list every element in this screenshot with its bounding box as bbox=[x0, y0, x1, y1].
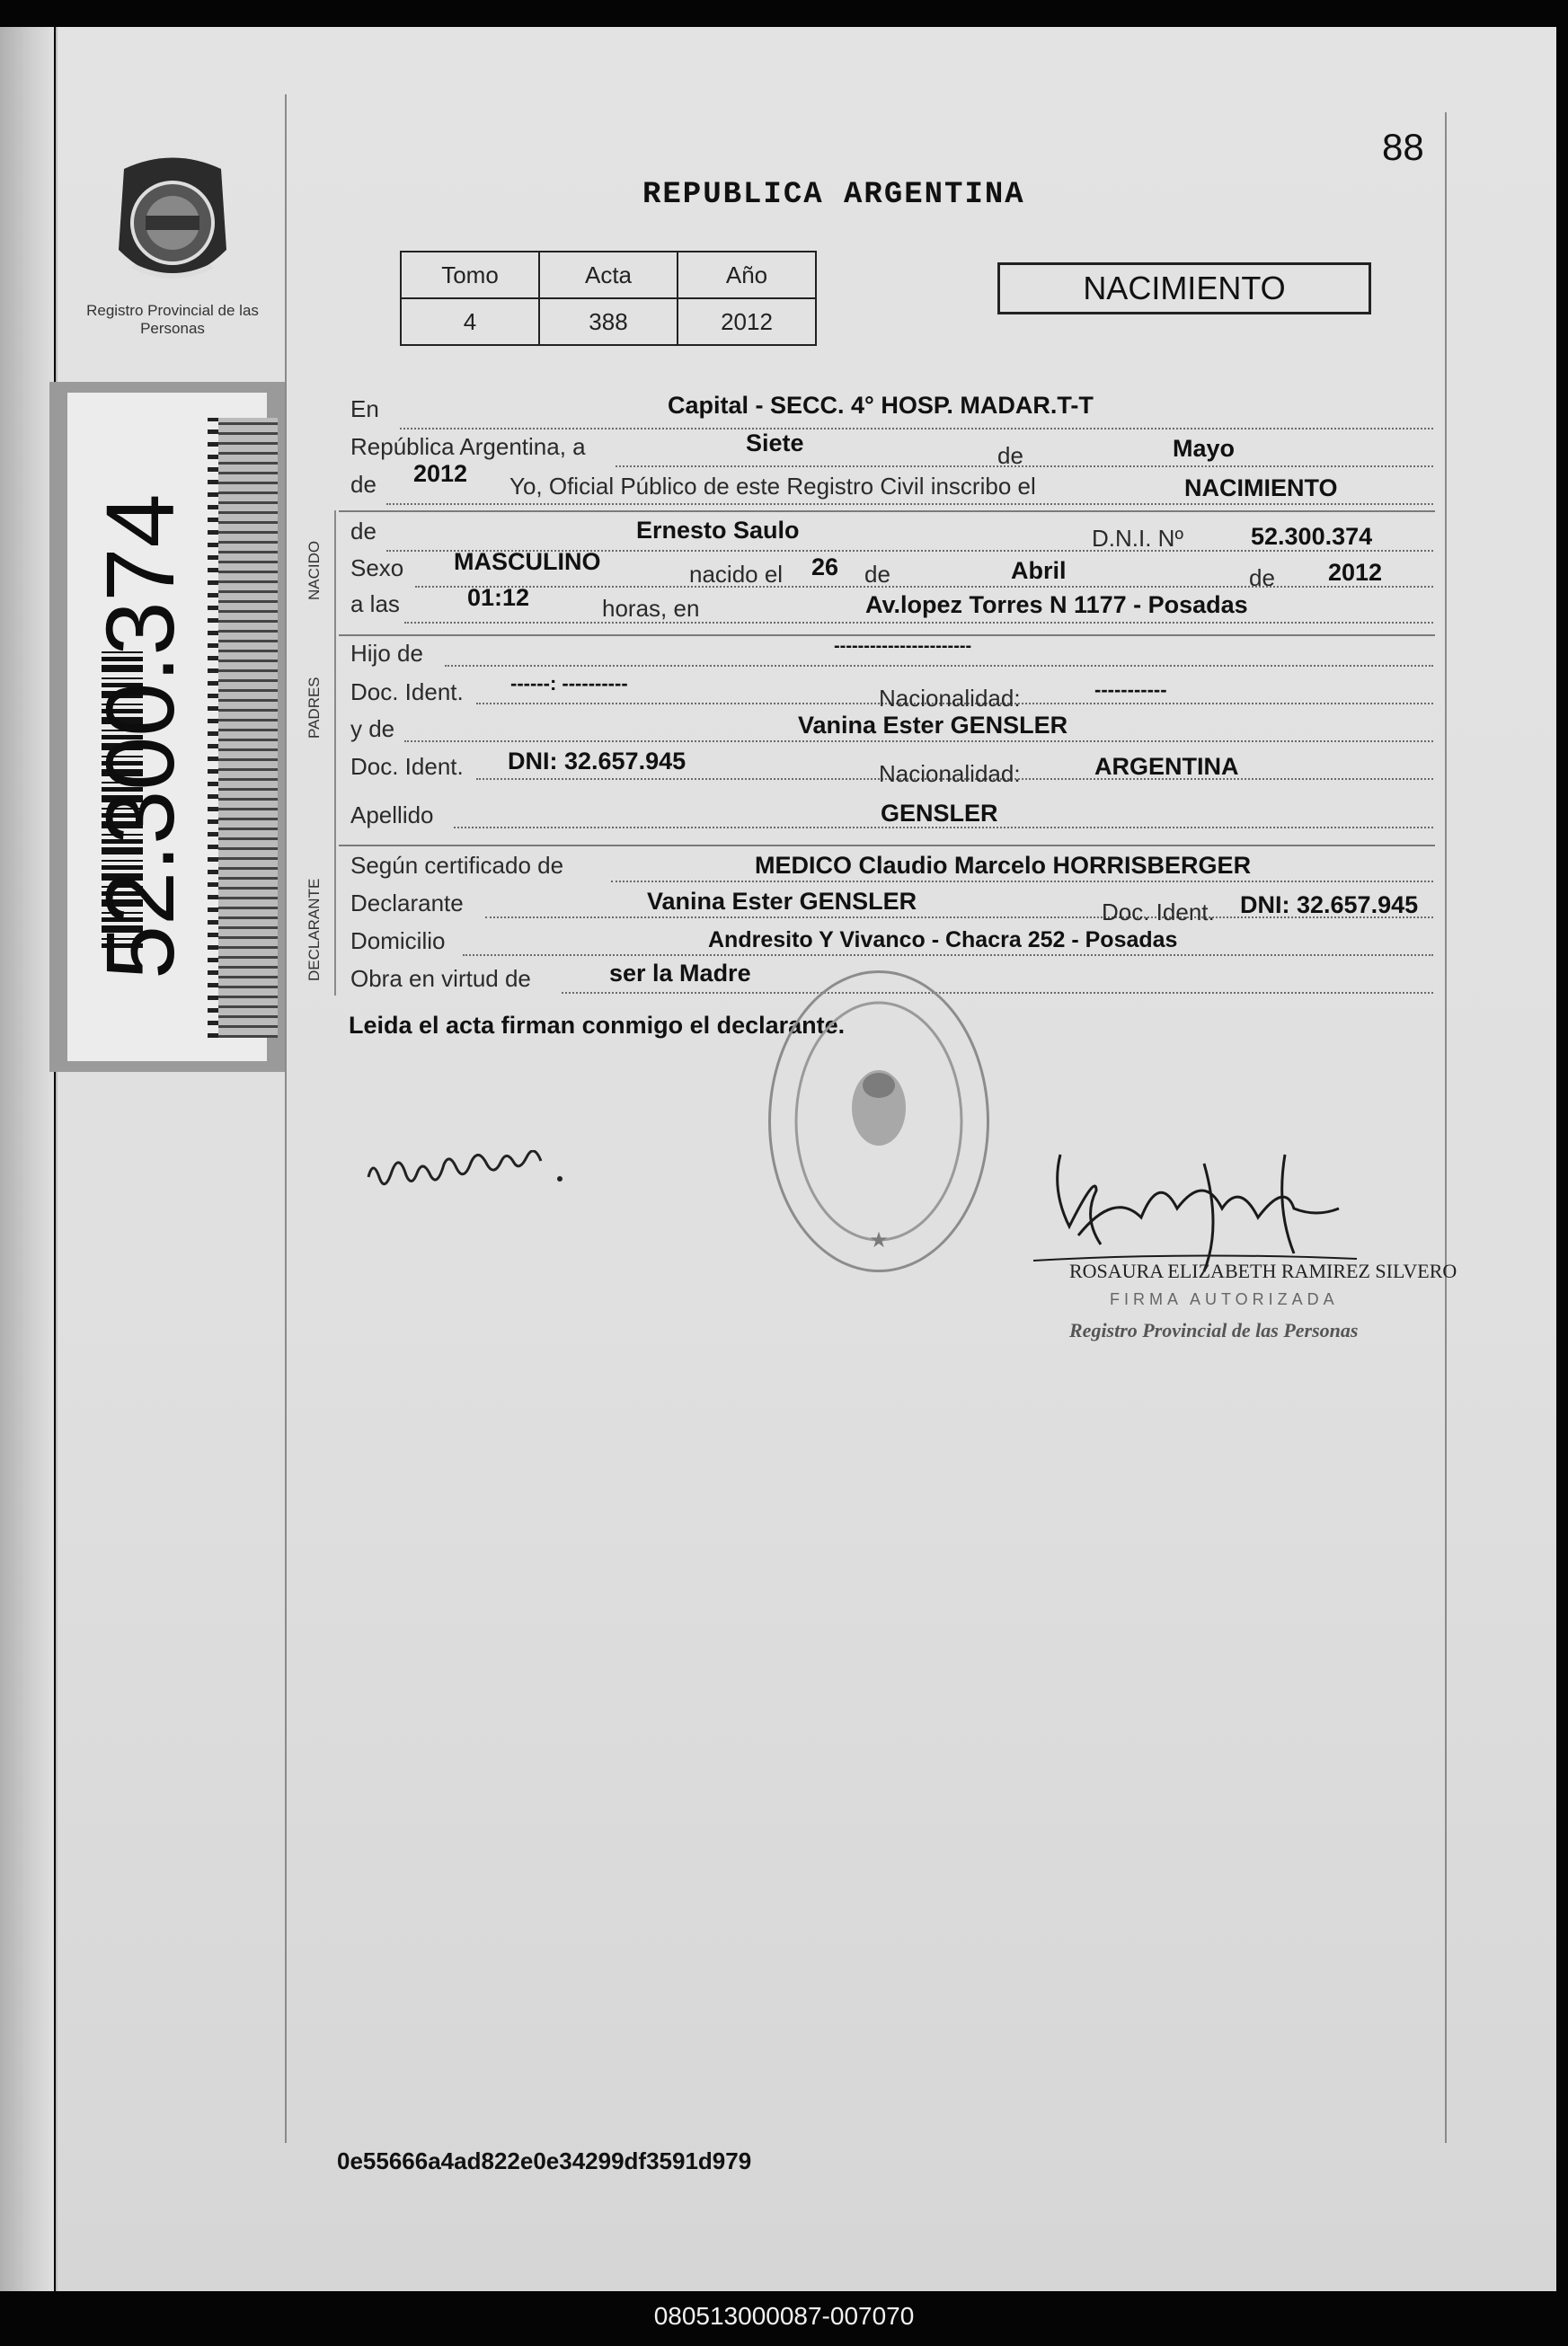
value-tipo-inscripcion: NACIMIENTO bbox=[1184, 474, 1338, 501]
divider-nacido bbox=[339, 510, 1435, 512]
value-lugar-inscripcion: Capital - SECC. 4° HOSP. MADAR.T-T bbox=[668, 392, 1094, 419]
label-declarante: Declarante bbox=[350, 890, 464, 916]
registry-seal-logo bbox=[106, 151, 239, 299]
section-label-padres: PADRES bbox=[306, 677, 323, 739]
right-margin-line bbox=[1445, 112, 1447, 2143]
label-certificado: Según certificado de bbox=[350, 852, 564, 879]
declarant-signature bbox=[364, 1150, 571, 1208]
left-page-edge bbox=[0, 27, 54, 2291]
value-nacionalidad-madre: ARGENTINA bbox=[1094, 753, 1239, 780]
label-nacido-el: nacido el bbox=[689, 561, 784, 588]
value-hora: 01:12 bbox=[467, 584, 530, 611]
official-name: ROSAURA ELIZABETH RAMIREZ SILVERO bbox=[1069, 1260, 1457, 1282]
country-title: REPUBLICA ARGENTINA bbox=[642, 178, 1025, 212]
label-en: En bbox=[350, 395, 379, 422]
value-doc-padre: ------: ---------- bbox=[510, 672, 628, 695]
document-hash: 0e55666a4ad822e0e34299df3591d979 bbox=[337, 2147, 752, 2174]
label-de-1: de bbox=[997, 442, 1023, 469]
value-doc-declarante: DNI: 32.657.945 bbox=[1240, 891, 1419, 918]
value-acta: 388 bbox=[539, 298, 678, 345]
label-nacionalidad-1: Nacionalidad: bbox=[879, 685, 1021, 712]
value-certificado: MEDICO Claudio Marcelo HORRISBERGER bbox=[755, 852, 1252, 879]
value-sexo: MASCULINO bbox=[454, 548, 601, 575]
label-doc-ident-3: Doc. Ident. bbox=[1102, 899, 1215, 925]
record-table bbox=[400, 251, 817, 346]
value-doc-madre: DNI: 32.657.945 bbox=[508, 748, 687, 775]
section-column-line bbox=[334, 510, 336, 996]
header-anio: Año bbox=[678, 252, 816, 298]
label-de-4: de bbox=[864, 561, 890, 588]
value-anio: 2012 bbox=[678, 298, 816, 345]
value-tomo: 4 bbox=[401, 298, 539, 345]
official-stamp bbox=[768, 970, 989, 1272]
closing-text: Leida el acta firman conmigo el declarante. bbox=[349, 1012, 846, 1039]
value-apellido: GENSLER bbox=[881, 800, 998, 827]
left-margin-line bbox=[285, 94, 287, 2143]
label-hijo-de: Hijo de bbox=[350, 640, 423, 667]
value-dia-nacimiento: 26 bbox=[811, 553, 839, 580]
value-obra: ser la Madre bbox=[609, 960, 751, 987]
value-declarante: Vanina Ester GENSLER bbox=[647, 888, 917, 915]
header-tomo: Tomo bbox=[401, 252, 539, 298]
value-madre: Vanina Ester GENSLER bbox=[798, 712, 1068, 739]
value-nombre-nacido: Ernesto Saulo bbox=[636, 517, 800, 544]
label-apellido: Apellido bbox=[350, 801, 434, 828]
value-dia-inscripcion: Siete bbox=[746, 429, 804, 456]
value-domicilio: Andresito Y Vivanco - Chacra 252 - Posadas bbox=[708, 927, 1178, 952]
label-de-2: de bbox=[350, 471, 376, 498]
label-de-3: de bbox=[350, 518, 376, 544]
label-doc-ident-1: Doc. Ident. bbox=[350, 678, 464, 705]
svg-text:★: ★ bbox=[869, 1227, 889, 1253]
label-de-5: de bbox=[1249, 564, 1275, 591]
official-role: FIRMA AUTORIZADA bbox=[1110, 1290, 1339, 1308]
label-sexo: Sexo bbox=[350, 554, 404, 581]
label-obra: Obra en virtud de bbox=[350, 965, 531, 992]
record-type-box: NACIMIENTO bbox=[997, 262, 1371, 314]
footer-id: 080513000087-007070 bbox=[653, 2302, 915, 2330]
value-dni-nacido: 52.300.374 bbox=[1251, 523, 1373, 550]
label-dni: D.N.I. Nº bbox=[1092, 525, 1183, 552]
value-padre: ----------------------- bbox=[834, 636, 972, 656]
header-acta: Acta bbox=[539, 252, 678, 298]
barcode-strip bbox=[49, 382, 285, 1072]
page-number: 88 bbox=[1382, 126, 1424, 168]
section-label-declarante: DECLARANTE bbox=[306, 878, 323, 981]
label-domicilio: Domicilio bbox=[350, 927, 446, 954]
registry-seal-caption: Registro Provincial de las Personas bbox=[86, 302, 259, 337]
label-nacionalidad-2: Nacionalidad: bbox=[879, 760, 1021, 787]
label-inscribo: Yo, Oficial Público de este Registro Civil inscribo el bbox=[509, 473, 1036, 500]
label-republica: República Argentina, a bbox=[350, 433, 586, 460]
label-horas-en: horas, en bbox=[602, 595, 700, 622]
value-anio-nacimiento: 2012 bbox=[1328, 559, 1383, 586]
value-mes-inscripcion: Mayo bbox=[1173, 435, 1236, 462]
label-y-de: y de bbox=[350, 715, 395, 742]
divider-declarante bbox=[339, 845, 1435, 846]
label-doc-ident-2: Doc. Ident. bbox=[350, 753, 464, 780]
section-label-nacido: NACIDO bbox=[306, 540, 323, 600]
value-mes-nacimiento: Abril bbox=[1011, 557, 1067, 584]
value-lugar-nacimiento: Av.lopez Torres N 1177 - Posadas bbox=[865, 591, 1248, 618]
barcode-number: 52.300.374 bbox=[85, 493, 194, 979]
value-nacionalidad-padre: ----------- bbox=[1094, 678, 1167, 701]
value-anio-inscripcion: 2012 bbox=[413, 460, 468, 487]
label-a-las: a las bbox=[350, 590, 400, 617]
official-office: Registro Provincial de las Personas bbox=[1069, 1319, 1359, 1341]
